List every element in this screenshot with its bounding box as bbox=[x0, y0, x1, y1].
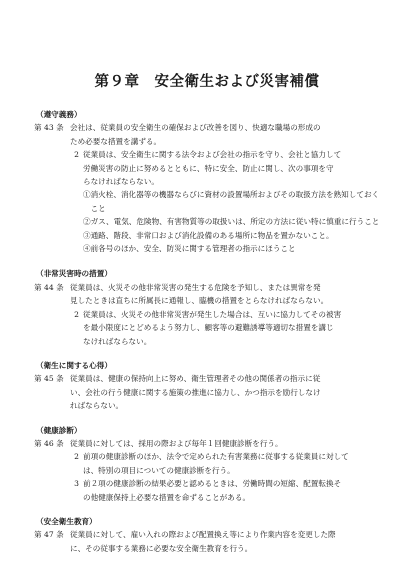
paragraph-number: 3 bbox=[74, 479, 79, 489]
paragraph-text bbox=[83, 450, 380, 477]
section-heading: （遵守義務） bbox=[36, 110, 82, 119]
article-body bbox=[70, 281, 380, 348]
article-body bbox=[70, 372, 380, 412]
body-line: 従業員は、火災その他非常災害の発生する危険を予知し、または異常を発 bbox=[70, 282, 321, 292]
body-line: は、特別の項目についての健康診断を行う。 bbox=[83, 465, 235, 475]
section-safety-education bbox=[34, 515, 380, 555]
list-item: ③通路、階段、非常口および消化設備のある場所に物品を置かないこと。 bbox=[83, 230, 334, 240]
paragraph-text bbox=[83, 477, 380, 504]
body-line: 前項の健康診断のほか、法令で定められた有害業務に従事する従業員に対して bbox=[83, 452, 349, 462]
article-number: 第 43 条 bbox=[34, 123, 64, 133]
body-line: 見したときは直ちに所属長に通報し、臨機の措置をとらなければならない。 bbox=[70, 296, 329, 306]
paragraph-text bbox=[83, 308, 380, 348]
paragraph-2 bbox=[70, 450, 380, 477]
body-line: 会社は、従業員の安全衛生の確保および改善を図り、快適な職場の形成の bbox=[70, 123, 321, 133]
article-44 bbox=[34, 281, 380, 348]
paragraph-number: 2 bbox=[74, 309, 79, 319]
body-line: 従業員に対して、雇い入れの際および配置換え等により作業内容を変更した際 bbox=[70, 530, 336, 540]
article-number: 第 47 条 bbox=[34, 530, 64, 540]
section-emergency bbox=[34, 267, 380, 347]
article-45 bbox=[34, 372, 380, 412]
body-line: なければならない。 bbox=[83, 336, 152, 346]
body-line: 従業員は、健康の保持向上に努め、衛生管理者その他の関係者の指示に従 bbox=[70, 374, 321, 384]
body-line: らなければならない。 bbox=[83, 177, 159, 187]
paragraph-number: 2 bbox=[74, 452, 79, 462]
article-body bbox=[70, 121, 380, 255]
section-heading: （衛生に関する心得） bbox=[36, 360, 112, 370]
body-line: い、会社の行う健康に関する施策の推進に協力し、かつ指示を励行しなけ bbox=[70, 387, 321, 397]
body-line: 労働災害の防止に努めるとともに、特に安全、防止に関し、次の事項を守 bbox=[83, 163, 334, 173]
body-line: 従業員は、火災その他非常災害が発生した場合は、互いに協力してその被害 bbox=[83, 309, 342, 319]
list-item: ④前各号のほか、安全、防災に関する管理者の指示にほうこと bbox=[83, 244, 296, 254]
paragraph-text bbox=[83, 148, 380, 255]
article-number: 第 44 条 bbox=[34, 282, 64, 292]
paragraph-2 bbox=[70, 308, 380, 348]
chapter-title: 第９章 安全衛生および災害補償 bbox=[94, 73, 320, 90]
article-43 bbox=[34, 121, 380, 255]
article-47 bbox=[34, 528, 380, 555]
body-line: の他健康保持上必要な措置を命ずることがある。 bbox=[83, 492, 251, 502]
body-line: 従業員は、安全衛生に関する法令および会社の指示を守り、会社と協力して bbox=[83, 150, 342, 160]
body-line: ればならない。 bbox=[70, 401, 124, 411]
section-health-checkup bbox=[34, 424, 380, 504]
body-line: ため必要な措置を講ずる。 bbox=[70, 136, 162, 146]
list-item: ①消火栓、消化器等の機器ならびに資材の設置場所およびその取扱方法を熟知しておくこと bbox=[83, 190, 380, 213]
body-line: に、その従事する業務に必要な安全衛生教育を行う。 bbox=[70, 543, 253, 553]
paragraph-3 bbox=[70, 477, 380, 504]
article-body bbox=[70, 437, 380, 504]
section-heading: （非常災害時の措置） bbox=[36, 269, 112, 279]
article-body bbox=[70, 528, 380, 555]
list-item: ②ガス、電気、危険物、有害物質等の取扱いは、所定の方法に従い特に慎重に行うこと bbox=[83, 217, 380, 227]
paragraph-2 bbox=[70, 148, 380, 255]
article-46 bbox=[34, 437, 380, 504]
body-line: を最小限度にとどめるよう努力し、顧客等の避難誘導等適切な措置を講じ bbox=[83, 323, 334, 333]
body-line: 従業員に対しては、採用の際および毎年１回健康診断を行う。 bbox=[70, 438, 283, 448]
article-number: 第 45 条 bbox=[34, 374, 64, 384]
section-heading: （健康診断） bbox=[36, 425, 82, 435]
section-compliance bbox=[34, 108, 380, 255]
article-number: 第 46 条 bbox=[34, 438, 64, 448]
paragraph-number: 2 bbox=[74, 150, 79, 160]
section-heading: （安全衛生教育） bbox=[36, 516, 97, 526]
section-hygiene bbox=[34, 359, 380, 413]
body-line: 前２項の健康診断の結果必要と認めるときは、労働時間の短縮、配置転換そ bbox=[83, 479, 342, 489]
